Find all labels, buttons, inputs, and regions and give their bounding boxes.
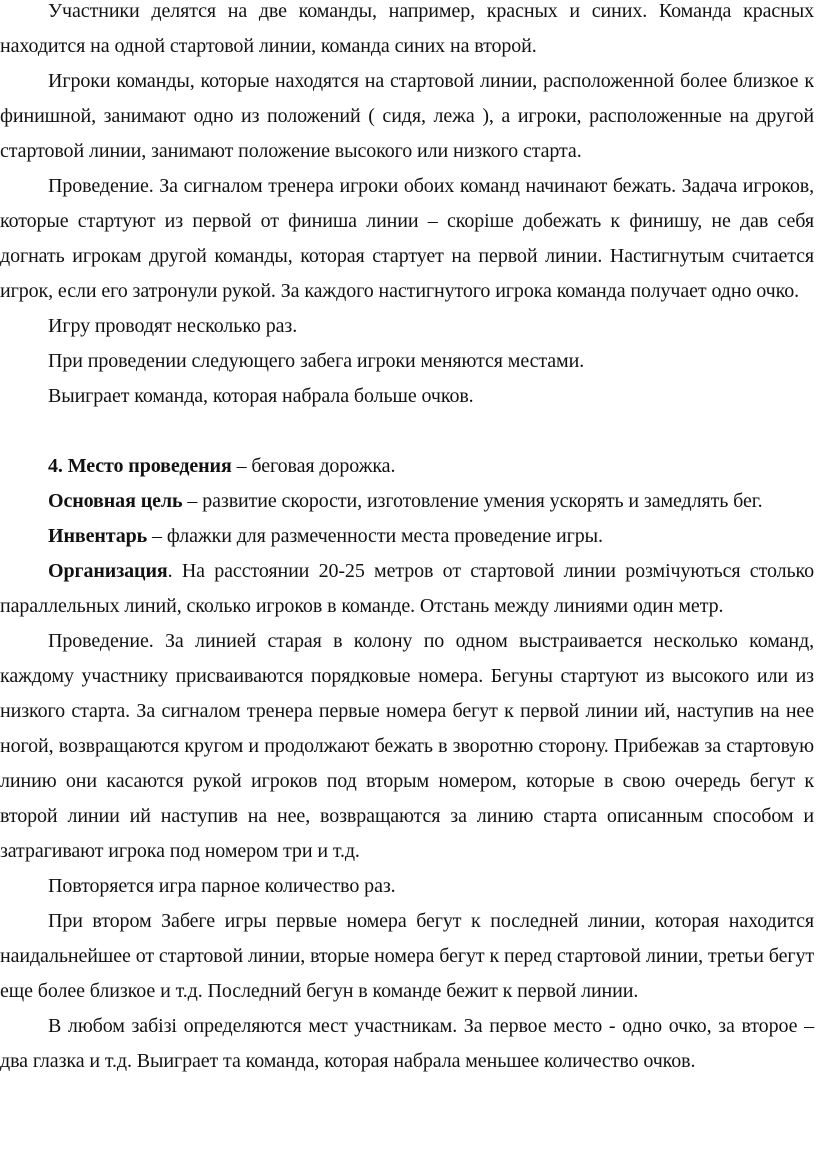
paragraph-second-run	[0, 904, 814, 1009]
paragraph-text: Повторяется игра парное количество раз.	[48, 875, 396, 897]
paragraph-1	[0, 0, 814, 64]
inventory-label: Инвентарь	[48, 525, 148, 547]
paragraph-conduct	[0, 624, 814, 869]
paragraph-scoring	[0, 1009, 814, 1079]
paragraph-inventory	[0, 519, 814, 554]
section-heading-4	[0, 449, 814, 484]
paragraph-text: При втором Забеге игры первые номера бегут к последней линии, которая находится наидальнейшее от стартовой линии, вторые номера бегут к перед стартовой линии, третьи бегут еще более близкое и т.д. Последний бегун в команде бежит к первой линии.	[0, 910, 814, 1002]
paragraph-2	[0, 64, 814, 169]
paragraph-6	[0, 379, 814, 414]
paragraph-text: Проведение. За сигналом тренера игроки обоих команд начинают бежать. Задача игроков, которые стартуют из первой от финиша линии – скоріше добежать к финишу, не дав себя догнать игрокам другой команды, которая стартует на первой линии. Настигнутым считается игрок, если его затронули рукой. За каждого настигнутого игрока команда получает одно очко.	[0, 175, 814, 302]
paragraph-main-goal	[0, 484, 814, 519]
paragraph-text: В любом забізі определяются мест участникам. За первое место - одно очко, за второе – два глазка и т.д. Выиграет та команда, которая набрала меньшее количество очков.	[0, 1015, 814, 1072]
paragraph-repeat	[0, 869, 814, 904]
paragraph-4	[0, 309, 814, 344]
main-goal-label: Основная цель	[48, 490, 183, 512]
paragraph-text: При проведении следующего забега игроки меняются местами.	[48, 350, 585, 372]
organization-text: . На расстоянии 20-25 метров от стартовой линии розмічуються столько параллельных линий, сколько игроков в команде. Отстань между линиями один метр.	[0, 560, 814, 617]
heading-label: 4. Место проведения	[48, 455, 232, 477]
inventory-text: – флажки для размеченности места проведение игры.	[147, 525, 603, 547]
paragraph-3	[0, 169, 814, 309]
paragraph-text: Игру проводят несколько раз.	[48, 315, 298, 337]
paragraph-5	[0, 344, 814, 379]
heading-text: – беговая дорожка.	[231, 455, 396, 477]
paragraph-text: Игроки команды, которые находятся на стартовой линии, расположенной более близкое к финишной, занимают одно из положений ( сидя, лежа ), а игроки, расположенные на другой стартовой линии, занимают положение высокого или низкого старта.	[0, 70, 814, 162]
organization-label: Организация	[48, 560, 168, 582]
paragraph-text: Выиграет команда, которая набрала больше очков.	[48, 385, 474, 407]
paragraph-organization	[0, 554, 814, 624]
main-goal-text: – развитие скорости, изготовление умения ускорять и замедлять бег.	[182, 490, 763, 512]
paragraph-text: Проведение. За линией старая в колону по одном выстраивается несколько команд, каждому участнику присваиваются порядковые номера. Бегуны стартуют из высокого или из низкого старта. За сигналом тренера первые номера бегут к первой линии ий, наступив на нее ногой, возвращаются кругом и продолжают бежать в зворотню сторону. Прибежав за стартовую линию они касаются рукой игроков под вторым номером, которые в свою очередь бегут к второй линии ий наступив на нее, возвращаются за линию старта описанным способом и затрагивают игрока под номером три и т.д.	[0, 630, 814, 862]
paragraph-text: Участники делятся на две команды, например, красных и синих. Команда красных находится на одной стартовой линии, команда синих на второй.	[0, 0, 814, 57]
